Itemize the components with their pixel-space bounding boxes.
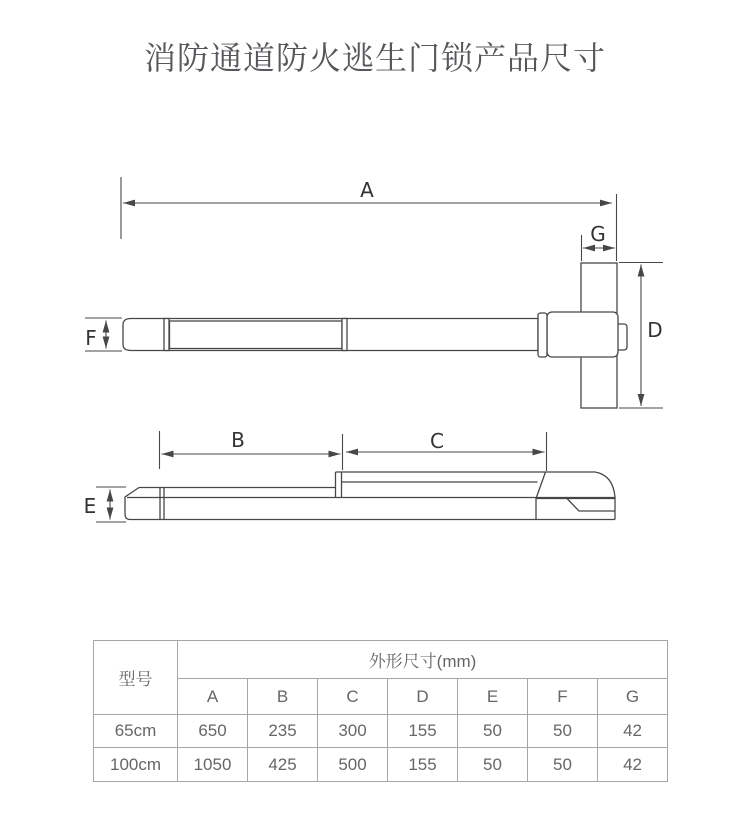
dim-header-cell: E bbox=[458, 679, 528, 715]
base-rail bbox=[127, 488, 615, 520]
value-cell: 425 bbox=[248, 748, 318, 782]
spec-table bbox=[93, 640, 668, 782]
value-cell: 50 bbox=[528, 748, 598, 782]
left-end-cap-side bbox=[125, 488, 164, 520]
dim-label-a: A bbox=[360, 178, 374, 202]
dim-b bbox=[160, 431, 343, 470]
dim-label-e: E bbox=[83, 494, 97, 518]
dim-header-cell: D bbox=[388, 679, 458, 715]
bar-seam-right bbox=[342, 319, 347, 351]
top-view-drawing bbox=[123, 263, 627, 408]
collar bbox=[538, 313, 547, 357]
table-row bbox=[94, 748, 668, 782]
model-cell: 65cm bbox=[94, 715, 178, 748]
top-view-dimensions bbox=[85, 177, 663, 408]
dim-label-g: G bbox=[590, 222, 606, 246]
dim-header-cell: B bbox=[248, 679, 318, 715]
dim-label-b: B bbox=[231, 428, 245, 452]
value-cell: 235 bbox=[248, 715, 318, 748]
value-cell: 50 bbox=[458, 715, 528, 748]
dim-c bbox=[346, 432, 547, 471]
right-end-cap-side bbox=[536, 472, 615, 520]
value-cell: 155 bbox=[388, 715, 458, 748]
dim-label-f: F bbox=[85, 326, 97, 350]
side-view-drawing bbox=[125, 472, 615, 520]
value-cell: 650 bbox=[178, 715, 248, 748]
page-title: 消防通道防火逃生门锁产品尺寸 bbox=[143, 40, 606, 76]
dim-letters-row bbox=[94, 679, 668, 715]
dim-header-cell: C bbox=[318, 679, 388, 715]
model-header-cell: 型号 bbox=[94, 641, 178, 715]
dim-header-cell: A bbox=[178, 679, 248, 715]
value-cell: 50 bbox=[458, 748, 528, 782]
model-cell: 100cm bbox=[94, 748, 178, 782]
table-row bbox=[94, 715, 668, 748]
raised-bar bbox=[336, 472, 616, 498]
dim-e bbox=[96, 487, 126, 522]
dims-header-cell: 外形尺寸(mm) bbox=[178, 641, 668, 679]
dim-label-d: D bbox=[647, 318, 663, 342]
value-cell: 50 bbox=[528, 715, 598, 748]
value-cell: 155 bbox=[388, 748, 458, 782]
value-cell: 300 bbox=[318, 715, 388, 748]
value-cell: 500 bbox=[318, 748, 388, 782]
value-cell: 42 bbox=[598, 715, 668, 748]
push-pad bbox=[170, 321, 343, 349]
bar-seam-left bbox=[164, 319, 169, 351]
dim-label-c: C bbox=[430, 429, 444, 453]
dim-header-cell: F bbox=[528, 679, 598, 715]
value-cell: 42 bbox=[598, 748, 668, 782]
lock-case bbox=[547, 312, 618, 357]
dim-header-cell: G bbox=[598, 679, 668, 715]
value-cell: 1050 bbox=[178, 748, 248, 782]
